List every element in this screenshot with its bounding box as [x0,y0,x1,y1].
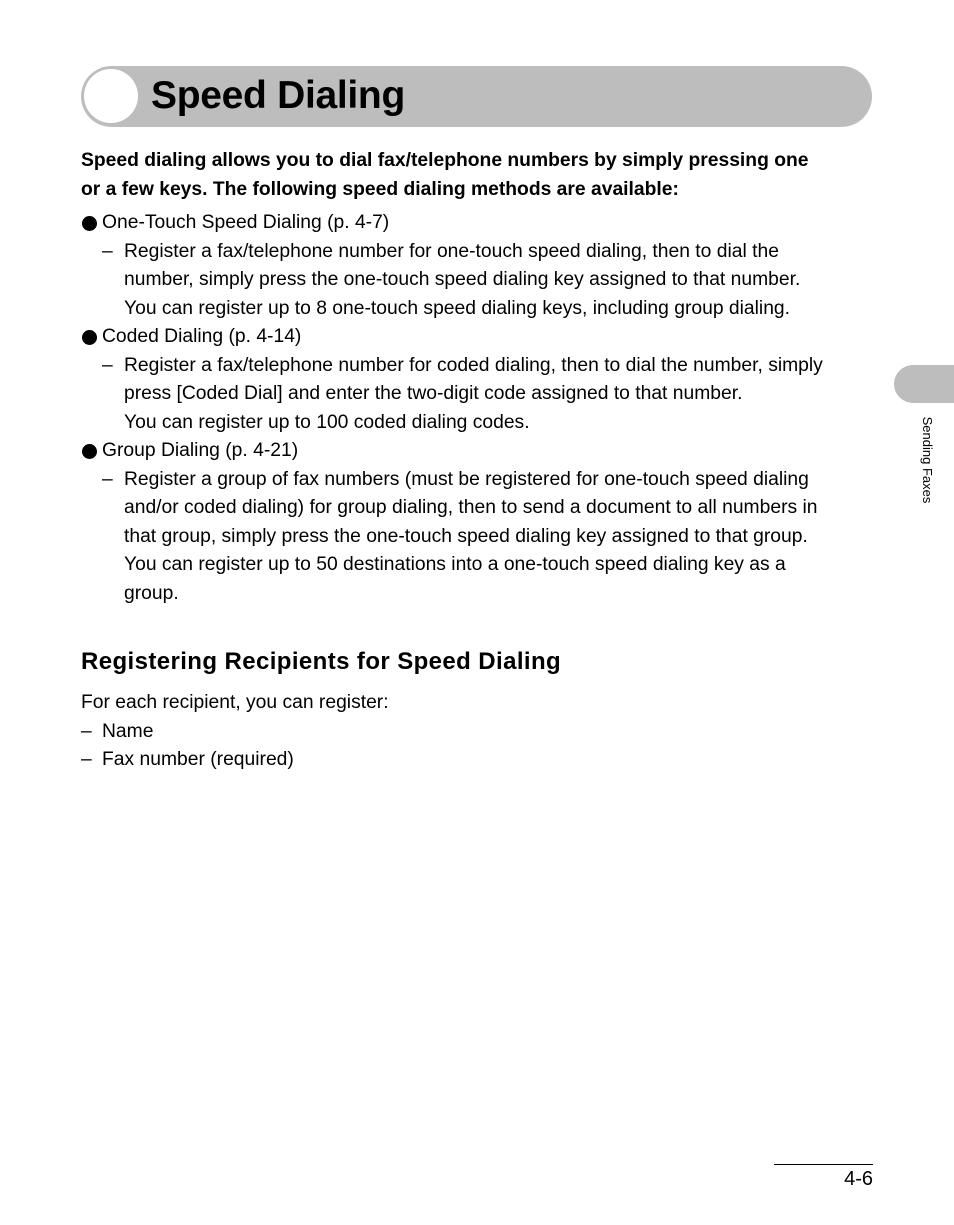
method-heading-text: Group Dialing (p. 4-21) [102,440,299,461]
chapter-side-tab [894,365,954,403]
method-item-coded [81,323,881,437]
title-circle-decoration [84,69,138,123]
footer-rule [774,1164,873,1165]
description-line: You can register up to 8 one-touch speed dialing keys, including group dialing. [124,297,791,319]
register-section [81,689,881,775]
chapter-side-label: Sending Faxes [920,416,935,504]
description-line: Register a fax/telephone number for one-touch speed dialing, then to dial the [124,240,779,262]
dash-marker: – [81,720,92,742]
register-item-fax-number [81,746,881,775]
description-line: You can register up to 100 coded dialing codes. [124,411,530,433]
method-item-group [81,437,881,608]
method-heading [81,437,881,466]
dash-marker: – [102,468,113,490]
method-heading-text: Coded Dialing (p. 4-14) [102,326,302,347]
page-title: Speed Dialing [151,74,405,117]
method-heading-text: One-Touch Speed Dialing (p. 4-7) [102,212,390,233]
method-heading [81,323,881,352]
method-item-one-touch [81,209,881,323]
description-line: Register a fax/telephone number for coded dialing, then to dial the number, simply [124,354,823,376]
method-description [81,238,881,324]
bullet-icon [82,330,97,345]
dash-marker: – [81,749,92,770]
method-heading [81,209,881,238]
description-line: group. [124,582,179,604]
register-item-name [81,718,881,747]
bullet-icon [82,444,97,459]
register-item-text: Name [102,720,154,742]
register-intro: For each recipient, you can register: [81,692,389,713]
speed-dialing-methods-list [81,209,881,608]
description-line: number, simply press the one-touch speed dialing key assigned to that number. [124,269,801,290]
description-line: press [Coded Dial] and enter the two-digit code assigned to that number. [124,383,743,404]
description-line: that group, simply press the one-touch speed dialing key assigned to that group. [124,525,808,547]
description-line: and/or coded dialing) for group dialing, then to send a document to all numbers in [124,497,818,518]
intro-line: or a few keys. The following speed dialing methods are available: [81,178,679,200]
method-description [81,352,881,438]
dash-marker: – [102,240,113,262]
page-number: 4-6 [844,1168,873,1190]
dash-marker: – [102,354,113,376]
method-description [81,466,881,609]
register-item-text: Fax number (required) [102,749,294,770]
section-heading: Registering Recipients for Speed Dialing [81,648,562,675]
description-line: Register a group of fax numbers (must be registered for one-touch speed dialing [124,468,809,490]
intro-paragraph [81,147,881,204]
intro-line: Speed dialing allows you to dial fax/telephone numbers by simply pressing one [81,150,809,171]
bullet-icon [82,216,97,231]
description-line: You can register up to 50 destinations into a one-touch speed dialing key as a [124,554,786,575]
